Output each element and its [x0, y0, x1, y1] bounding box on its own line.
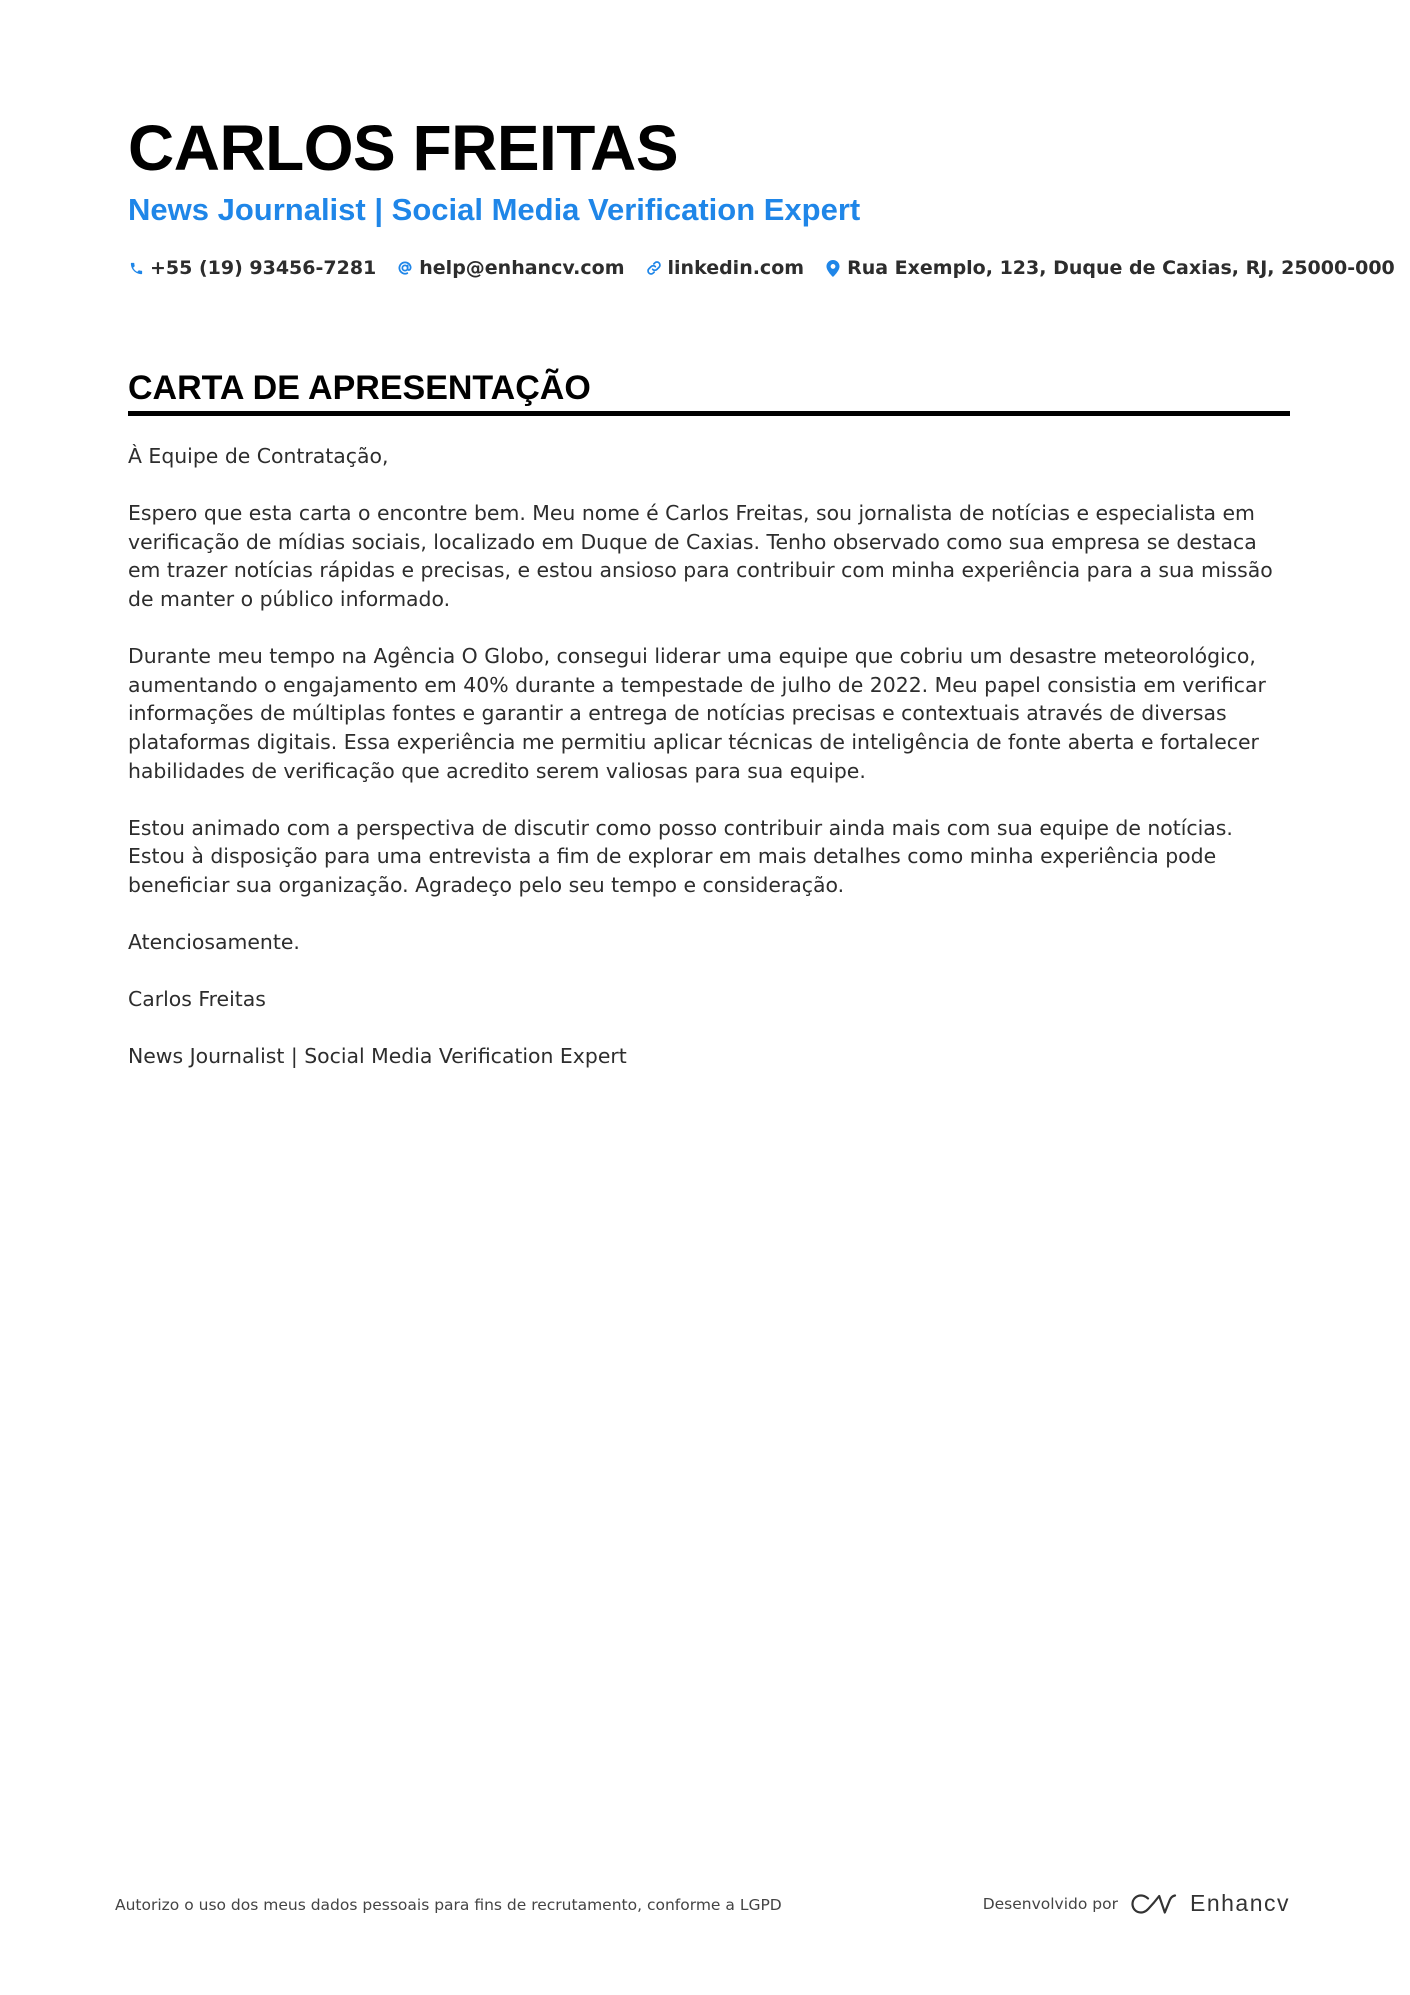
location-pin-icon — [825, 259, 841, 277]
letter-paragraph-1: Espero que esta carta o encontre bem. Meu nome é Carlos Freitas, sou jornalista de notícias e especialista em verificação de mídias sociais, localizado em Duque de Caxias. Tenho observado como sua empresa se destaca em trazer notícias rápidas e precisas, e estou ansioso para contribuir com minha experiência para a sua missão de manter o público informado. — [128, 501, 1273, 611]
contact-address — [825, 257, 1395, 279]
powered-by-label: Desenvolvido por — [982, 1894, 1118, 1913]
at-icon — [397, 259, 413, 277]
contact-email-text: help@enhancv.com — [419, 257, 625, 279]
candidate-name: CARLOS FREITAS — [128, 112, 679, 184]
letter-body — [128, 442, 1290, 1100]
signature-name: Carlos Freitas — [128, 987, 266, 1012]
section-divider — [128, 411, 1290, 416]
footer-branding[interactable] — [983, 1890, 1290, 1917]
contact-linkedin-text: linkedin.com — [667, 257, 805, 279]
phone-icon — [128, 259, 144, 277]
candidate-headline: News Journalist | Social Media Verification Expert — [128, 192, 861, 227]
signature-title: News Journalist | Social Media Verification Expert — [128, 1044, 627, 1069]
letter-paragraph-3: Estou animado com a perspectiva de discutir como posso contribuir ainda mais com sua equipe de notícias. Estou à disposição para uma entrevista a fim de explorar em mais detalhes como minha experiência pode beneficiar sua organização. Agradeço pelo seu tempo e consideração. — [128, 815, 1233, 897]
letter-closing: Atenciosamente. — [128, 930, 300, 955]
contact-phone-text: +55 (19) 93456-7281 — [150, 257, 377, 279]
section-title: CARTA DE APRESENTAÇÃO — [128, 369, 591, 407]
contact-bar — [128, 252, 1395, 284]
letter-greeting: À Equipe de Contratação, — [128, 444, 389, 468]
letter-paragraph-2: Durante meu tempo na Agência O Globo, consegui liderar uma equipe que cobriu um desastre meteorológico, aumentando o engajamento em 40% durante a tempestade de julho de 2022. Meu papel consistia em verificar informações de múltiplas fontes e garantir a entrega de notícias precisas e contextuais através de diversas plataformas digitais. Essa experiência me permitiu aplicar técnicas de inteligência de fonte aberta e fortalecer habilidades de verificação que acredito serem valiosas para sua equipe. — [128, 644, 1266, 783]
contact-linkedin[interactable] — [646, 257, 805, 279]
privacy-consent-note: Autorizo o uso dos meus dados pessoais para fins de recrutamento, conforme a LGPD — [115, 1896, 782, 1914]
contact-email[interactable] — [397, 257, 624, 279]
brand-name: Enhancv — [1189, 1890, 1290, 1916]
enhancv-logo-icon — [1130, 1892, 1178, 1916]
contact-phone[interactable] — [128, 257, 376, 279]
link-icon — [646, 259, 662, 277]
contact-address-text: Rua Exemplo, 123, Duque de Caxias, RJ, 25000-000 — [847, 257, 1395, 279]
